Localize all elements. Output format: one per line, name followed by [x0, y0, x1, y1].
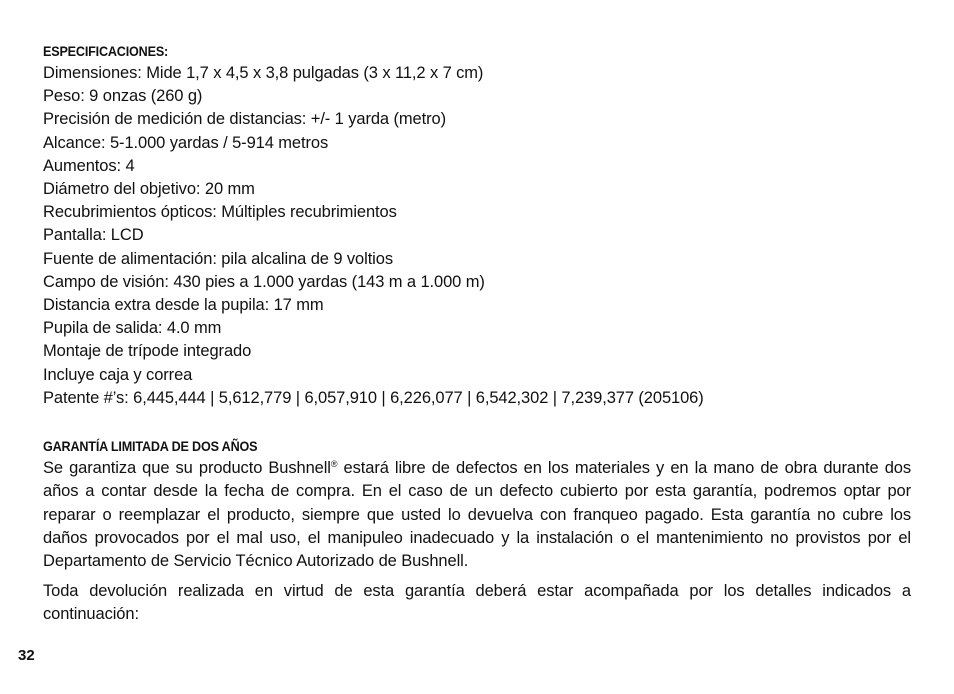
specifications-heading: ESPECIFICACIONES:: [43, 43, 169, 59]
spec-item: Dimensiones: Mide 1,7 x 4,5 x 3,8 pulgadas (3 x 11,2 x 7 cm): [43, 64, 484, 82]
warranty-text-start: Se garantiza que su producto Bushnell: [43, 459, 331, 478]
spec-item: Montaje de trípode integrado: [43, 342, 252, 361]
warranty-paragraph: [43, 457, 911, 573]
spec-item: Peso: 9 onzas (260 g): [43, 87, 203, 106]
return-details-paragraph: Toda devolución realizada en virtud de esta garantía deberá estar acompañada por los detalles indicados a continuación:: [43, 581, 911, 623]
warranty-text-rest: estará libre de defectos en los materiales y en la mano de obra durante dos años a contar desde la fecha de compra. En el caso de un defecto cubierto por esta garantía, podremos optar por reparar o reemplazar el producto, siempre que usted lo devuelva con franqueo pagado. Esta garantía no cubre los daños provocados por el mal uso, el manipuleo inadecuado y la instalación o el mantenimiento no provistos por el Departamento de Servicio Técnico Autorizado de Bushnell.: [43, 459, 911, 571]
spec-item: Precisión de medición de distancias: +/- 1 yarda (metro): [43, 110, 446, 129]
spec-item: Incluye caja y correa: [43, 365, 193, 384]
spec-item: Recubrimientos ópticos: Múltiples recubrimientos: [43, 203, 397, 222]
spec-item: Pupila de salida: 4.0 mm: [43, 319, 222, 338]
spec-item: Alcance: 5-1.000 yardas / 5-914 metros: [43, 133, 329, 152]
spec-item: Pantalla: LCD: [43, 226, 144, 245]
spec-item: Patente #’s: 6,445,444 | 5,612,779 | 6,057,910 | 6,226,077 | 6,542,302 | 7,239,377 (205106): [43, 388, 704, 407]
spec-item: Diámetro del objetivo: 20 mm: [43, 180, 255, 199]
specifications-list: [43, 62, 911, 410]
spec-item: Campo de visión: 430 pies a 1.000 yardas (143 m a 1.000 m): [43, 272, 485, 291]
spec-item: Distancia extra desde la pupila: 17 mm: [43, 296, 324, 315]
spec-item: Fuente de alimentación: pila alcalina de 9 voltios: [43, 249, 393, 268]
section-spacer: [43, 410, 911, 435]
spec-item: Aumentos: 4: [43, 156, 135, 175]
registered-trademark-symbol: ®: [330, 459, 338, 470]
page-number: 32: [18, 647, 35, 664]
warranty-heading: GARANTÍA LIMITADA DE DOS AÑOS: [43, 438, 258, 455]
document-page: [43, 40, 911, 626]
